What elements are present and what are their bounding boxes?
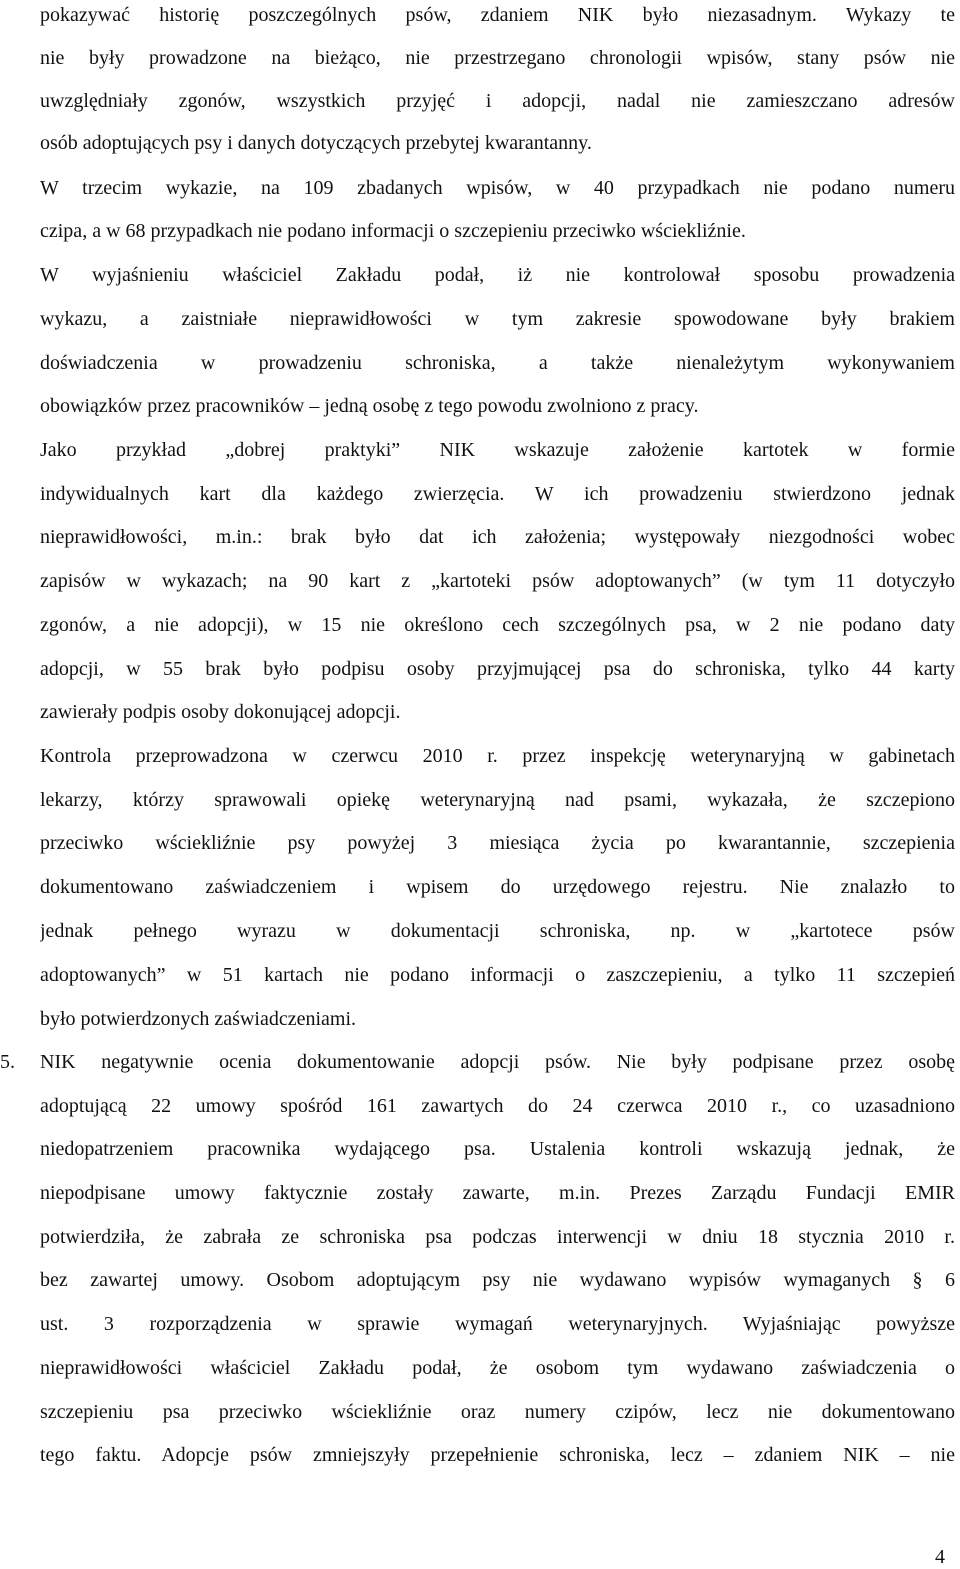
text-line: zgonów, a nie adopcji), w 15 nie określono cech szczególnych psa, w 2 nie podano daty <box>40 614 955 636</box>
text-line: zapisów w wykazach; na 90 kart z „kartoteki psów adoptowanych” (w tym 11 dotyczyło <box>40 570 955 592</box>
text-line: niedopatrzeniem pracownika wydającego psa. Ustalenia kontroli wskazują jednak, że <box>40 1138 955 1160</box>
text-line: ust. 3 rozporządzenia w sprawie wymagań weterynaryjnych. Wyjaśniając powyższe <box>40 1313 955 1335</box>
text-line: szczepieniu psa przeciwko wściekliźnie oraz numery czipów, lecz nie dokumentowano <box>40 1401 955 1423</box>
text-line: czipa, a w 68 przypadkach nie podano informacji o szczepieniu przeciwko wściekliźnie. <box>40 220 746 242</box>
text-line: było potwierdzonych zaświadczeniami. <box>40 1008 356 1030</box>
text-line: nie były prowadzone na bieżąco, nie przestrzegano chronologii wpisów, stany psów nie <box>40 47 955 69</box>
text-line: uwzględniały zgonów, wszystkich przyjęć i adopcji, nadal nie zamieszczano adresów <box>40 90 955 112</box>
text-line: adoptującą 22 umowy spośród 161 zawartych do 24 czerwca 2010 r., co uzasadniono <box>40 1095 955 1117</box>
text-line: lekarzy, którzy sprawowali opiekę weterynaryjną nad psami, wykazała, że szczepiono <box>40 789 955 811</box>
text-line: potwierdziła, że zabrała ze schroniska psa podczas interwencji w dniu 18 stycznia 2010 r. <box>40 1226 955 1248</box>
text-line: obowiązków przez pracowników – jedną osobę z tego powodu zwolniono z pracy. <box>40 395 699 417</box>
text-line: Kontrola przeprowadzona w czerwcu 2010 r. przez inspekcję weterynaryjną w gabinetach <box>40 745 955 767</box>
text-line: niepodpisane umowy faktycznie zostały zawarte, m.in. Prezes Zarządu Fundacji EMIR <box>40 1182 955 1204</box>
text-line: indywidualnych kart dla każdego zwierzęcia. W ich prowadzeniu stwierdzono jednak <box>40 483 955 505</box>
text-line: przeciwko wściekliźnie psy powyżej 3 miesiąca życia po kwarantannie, szczepienia <box>40 832 955 854</box>
text-line: doświadczenia w prowadzeniu schroniska, a także nienależytym wykonywaniem <box>40 352 955 374</box>
text-line: pokazywać historię poszczególnych psów, zdaniem NIK było niezasadnym. Wykazy te <box>40 4 955 26</box>
text-line: nieprawidłowości właściciel Zakładu podał, że osobom tym wydawano zaświadczenia o <box>40 1357 955 1379</box>
text-line: W wyjaśnieniu właściciel Zakładu podał, iż nie kontrolował sposobu prowadzenia <box>40 264 955 286</box>
text-line: tego faktu. Adopcje psów zmniejszyły przepełnienie schroniska, lecz – zdaniem NIK – nie <box>40 1444 955 1466</box>
text-line: wykazu, a zaistniałe nieprawidłowości w tym zakresie spowodowane były brakiem <box>40 308 955 330</box>
text-line: jednak pełnego wyrazu w dokumentacji schroniska, np. w „kartotece psów <box>40 920 955 942</box>
text-line: adopcji, w 55 brak było podpisu osoby przyjmującej psa do schroniska, tylko 44 karty <box>40 658 955 680</box>
page-number: 4 <box>935 1546 945 1568</box>
text-line: adoptowanych” w 51 kartach nie podano informacji o zaszczepieniu, a tylko 11 szczepień <box>40 964 955 986</box>
text-line: bez zawartej umowy. Osobom adoptującym psy nie wydawano wypisów wymaganych § 6 <box>40 1269 955 1291</box>
text-line: Jako przykład „dobrej praktyki” NIK wskazuje założenie kartotek w formie <box>40 439 955 461</box>
text-line: W trzecim wykazie, na 109 zbadanych wpisów, w 40 przypadkach nie podano numeru <box>40 177 955 199</box>
text-line: nieprawidłowości, m.in.: brak było dat ich założenia; występowały niezgodności wobec <box>40 526 955 548</box>
text-line: zawierały podpis osoby dokonującej adopcji. <box>40 701 401 723</box>
text-line: dokumentowano zaświadczeniem i wpisem do urzędowego rejestru. Nie znalazło to <box>40 876 955 898</box>
text-line: osób adoptujących psy i danych dotyczących przebytej kwarantanny. <box>40 132 592 154</box>
section-number: 5. <box>0 1051 15 1073</box>
text-line: NIK negatywnie ocenia dokumentowanie adopcji psów. Nie były podpisane przez osobę <box>40 1051 955 1073</box>
